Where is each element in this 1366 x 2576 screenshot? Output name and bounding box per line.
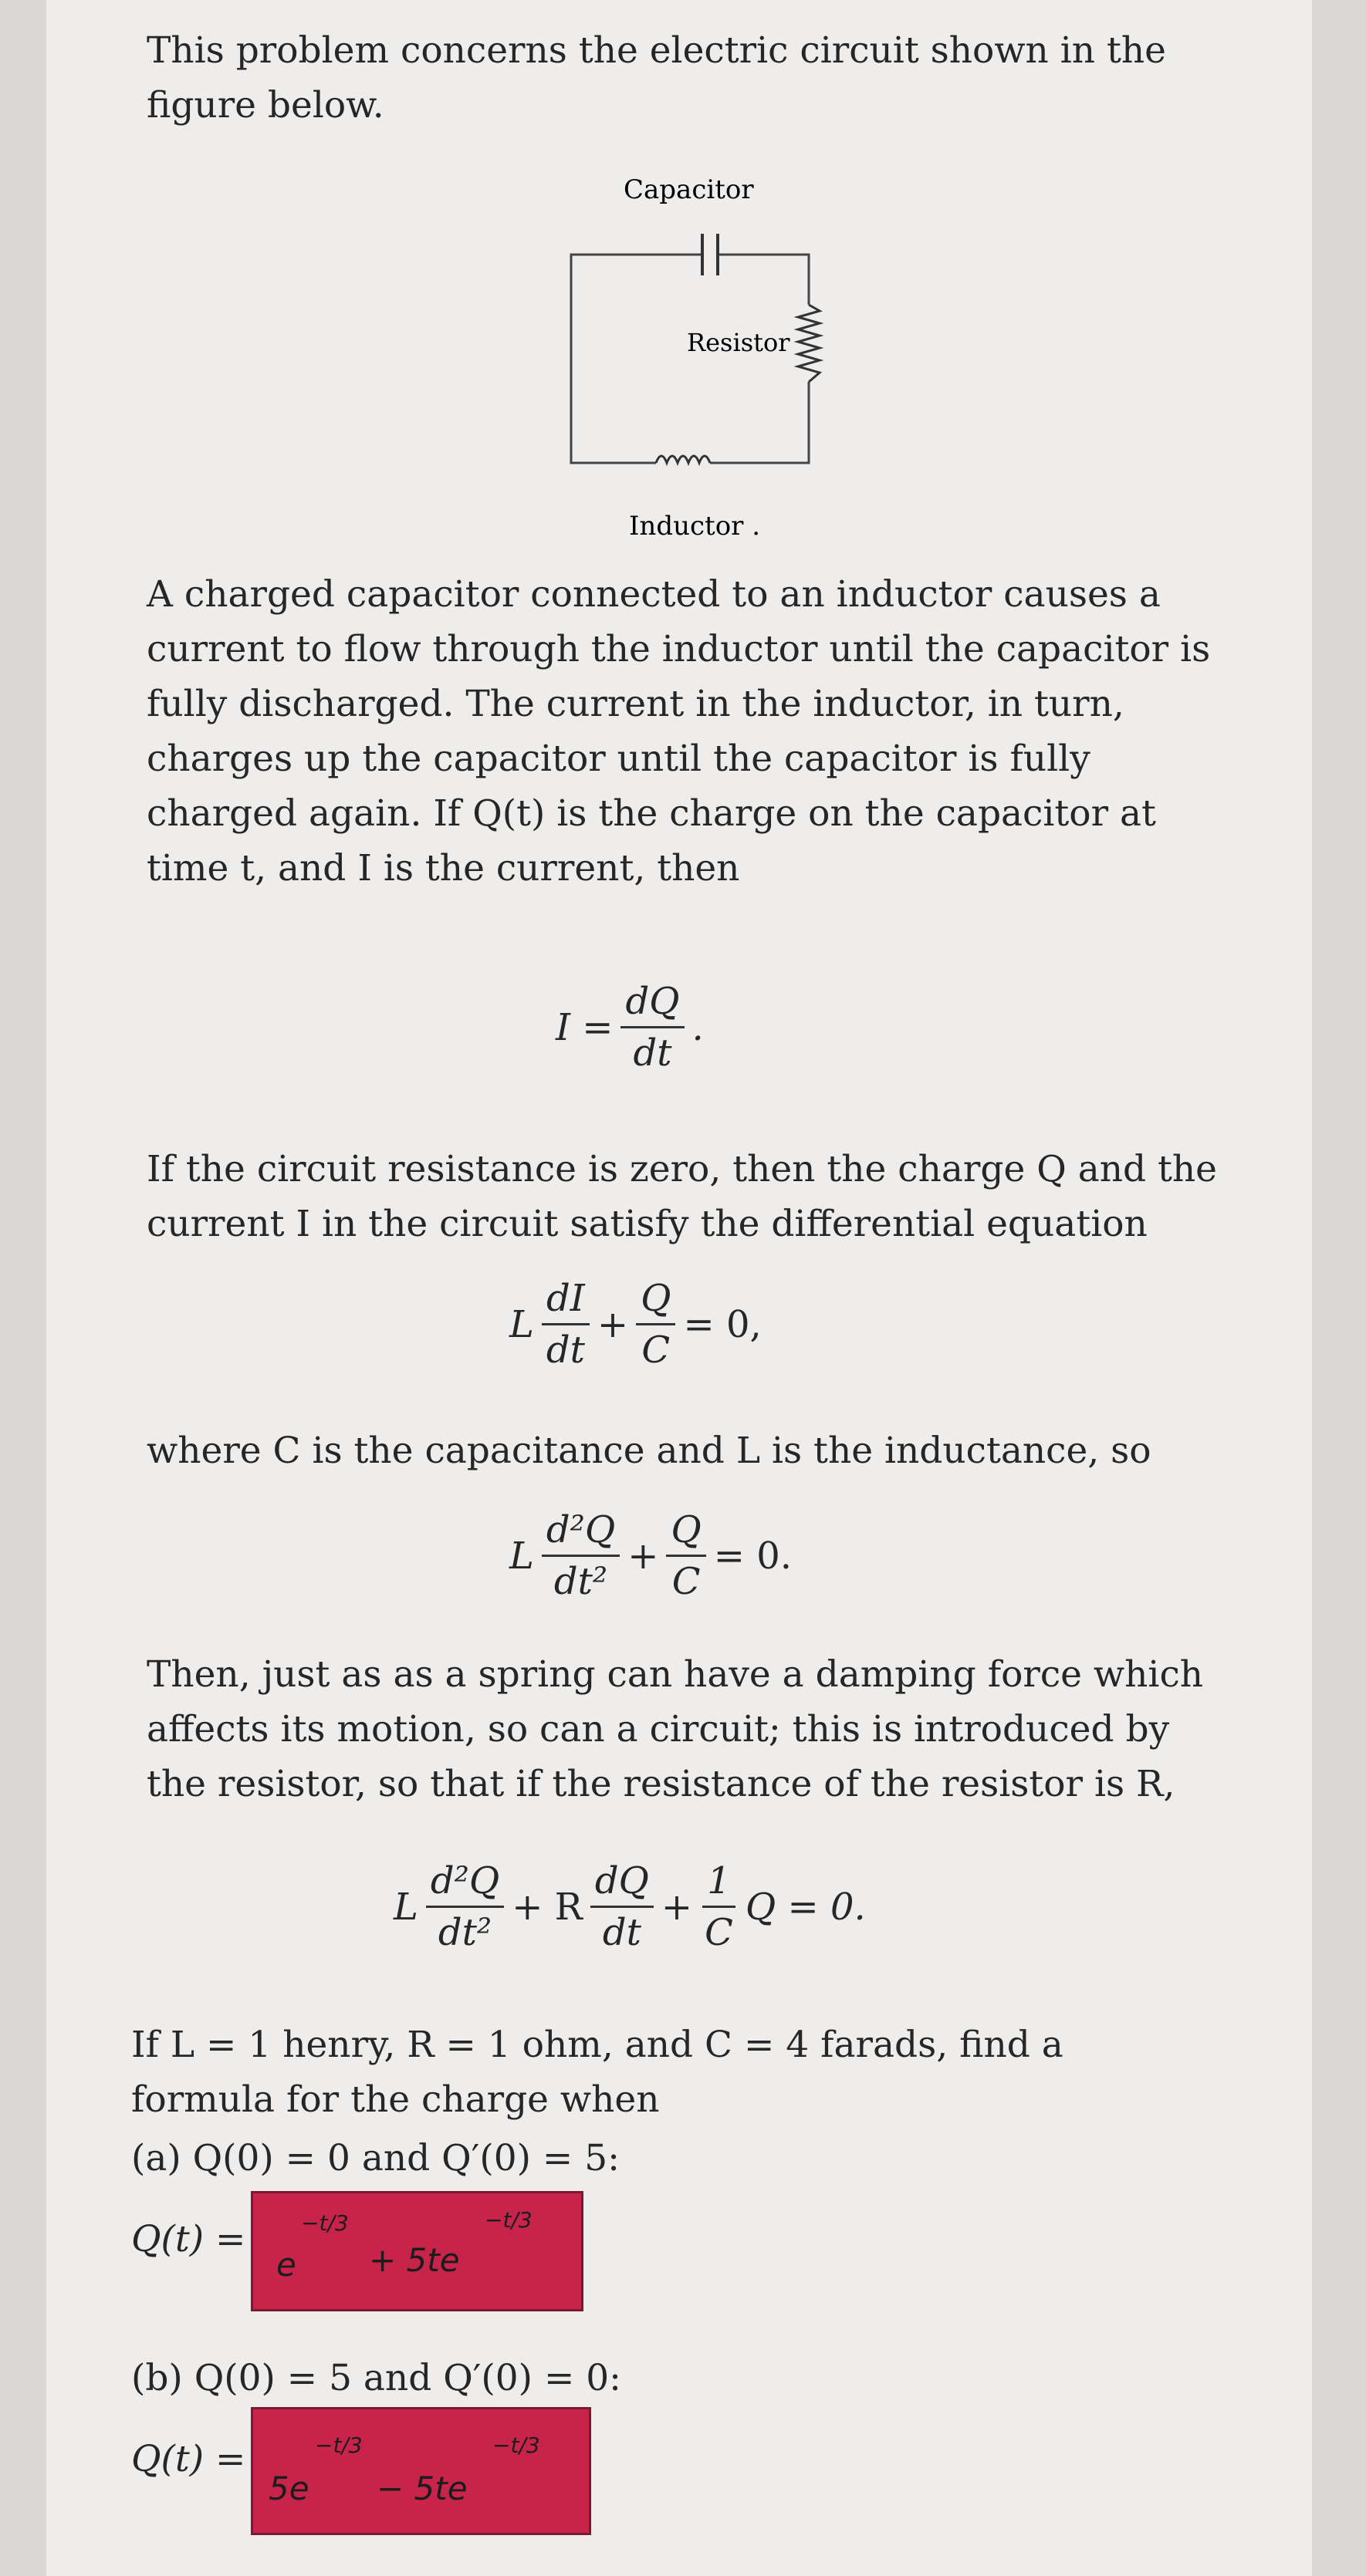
inductor-symbol: [656, 456, 710, 463]
resistor-label: Resistor: [687, 328, 790, 357]
part-b-mid: − 5te: [377, 2470, 468, 2507]
problem-page: [46, 0, 1312, 2576]
part-a-base1: e: [276, 2246, 296, 2284]
part-a-answer-field[interactable]: [251, 2191, 583, 2311]
part-b-answer-field[interactable]: [251, 2407, 591, 2535]
part-b-condition: (b) Q(0) = 5 and Q′(0) = 0:: [131, 2357, 622, 2399]
part-a-condition: (a) Q(0) = 0 and Q′(0) = 5:: [131, 2137, 620, 2179]
paragraph-1: A charged capacitor connected to an inductor causes a current to flow through the inductor until the capacitor is fully discharged. The current in the inductor, in turn, charges up the capacitor until the capacitor is fully charged again. If Q(t) is the charge on the capacitor at time t, and I is the current, then: [147, 573, 1211, 890]
part-b-answer-label: Q(t) =: [131, 2438, 246, 2480]
equation-rlc: L $\frac{\text{d²Q}}{\text{dt²}}$ + R $\frac{dQ}{dt}$ + $\frac{1}{C}$ Q = 0.: [394, 1859, 866, 1954]
part-a-mid: + 5te: [369, 2241, 460, 2279]
part-b-exp2: −t/3: [492, 2433, 540, 2458]
equation-lc-second-order: L $\frac{\text{d²Q}}{\text{dt²}}$ + $\frac{Q}{C}$ = 0.: [509, 1508, 793, 1603]
resistor-symbol: [798, 305, 820, 382]
equation-current: I = $\frac{dQ}{dt}$ .: [556, 980, 704, 1075]
paragraph-5: If L = 1 henry, R = 1 ohm, and C = 4 farads, find a formula for the charge when: [131, 2024, 1063, 2121]
part-a-exp2: −t/3: [485, 2207, 533, 2233]
part-b-exp1: −t/3: [315, 2433, 363, 2458]
equation-lc: L $\frac{dI}{dt}$ + $\frac{Q}{C}$ = 0,: [509, 1277, 762, 1372]
paragraph-3: where C is the capacitance and L is the inductance, so: [147, 1430, 1151, 1472]
intro-text: This problem concerns the electric circuit shown in the figure below.: [147, 29, 1166, 127]
part-a-answer-label: Q(t) =: [131, 2218, 246, 2260]
part-a-exp1: −t/3: [301, 2210, 349, 2236]
paragraph-4: Then, just as as a spring can have a damping force which affects its motion, so can a circuit; this is introduced by the resistor, so that if the resistance of the resistor is R,: [147, 1653, 1204, 1805]
part-b-base1: 5e: [269, 2470, 309, 2507]
circuit-diagram: [478, 166, 880, 552]
capacitor-label: Capacitor: [624, 174, 754, 205]
inductor-label: Inductor .: [629, 511, 761, 542]
paragraph-2: If the circuit resistance is zero, then the charge Q and the current I in the circuit satisfy the differential equation: [147, 1148, 1217, 1245]
